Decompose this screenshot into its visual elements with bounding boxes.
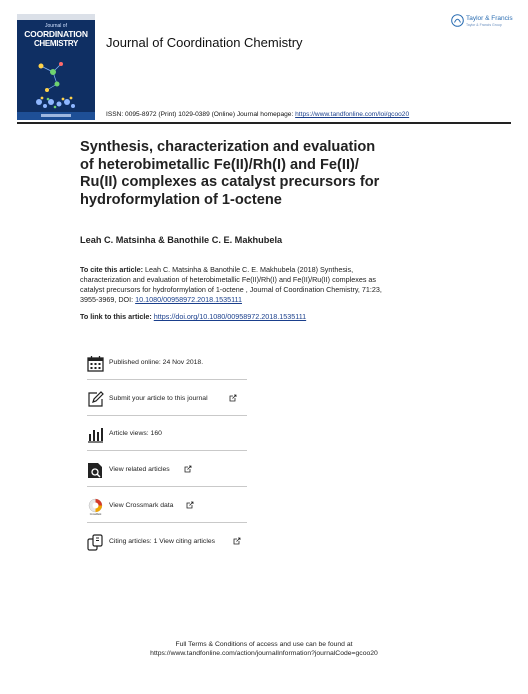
citing-articles-icon: [87, 534, 104, 551]
published-online-label: Published online: 24 Nov 2018.: [109, 359, 204, 366]
submit-article-label: Submit your article to this journal: [109, 395, 208, 402]
divider: [87, 379, 247, 380]
footer-text: Full Terms & Conditions of access and use can be found at: [175, 641, 353, 648]
crossmark-icon: [87, 498, 104, 515]
journal-title[interactable]: Journal of Coordination Chemistry: [106, 35, 303, 50]
article-title-line: Ru(II) complexes as catalyst precursors for: [80, 174, 380, 190]
citation-text: Leah C. Matsinha & Banothile C. E. Makhubela (2018) Synthesis,: [144, 265, 354, 274]
article-views-label: Article views: 160: [109, 430, 162, 437]
article-title-line: of heterobimetallic Fe(II)/Rh(I) and Fe(II)/: [80, 156, 359, 173]
divider: [87, 415, 247, 416]
article-title-line: Synthesis, characterization and evaluation: [80, 139, 376, 155]
issn-text: ISSN: 0095-8972 (Print) 1029-0389 (Online) Journal homepage:: [106, 111, 296, 118]
crossmark-label: View Crossmark data: [109, 502, 174, 509]
article-title: [80, 139, 460, 209]
calendar-icon: [87, 355, 104, 372]
article-url-link[interactable]: https://doi.org/10.1080/00958972.2018.1535111: [153, 312, 307, 321]
citation-text: 3955-3969, DOI:: [80, 295, 136, 304]
cover-bottom-strip: [17, 112, 95, 120]
doi-link[interactable]: 10.1080/00958972.2018.1535111: [135, 295, 242, 304]
taylor-francis-logo-icon: [451, 14, 464, 27]
footer: [0, 640, 528, 658]
external-link-icon: [184, 465, 192, 473]
publisher-brand: Taylor & Francis: [466, 15, 513, 22]
citing-articles-row[interactable]: [87, 533, 292, 559]
citation-text: characterization and evaluation of heterobimetallic Fe(II)/Rh(I) and Fe(II)/Ru(II) complexes as: [80, 275, 377, 284]
divider: [87, 522, 247, 523]
citing-articles-label: Citing articles: 1 View citing articles: [109, 538, 216, 545]
citation-label: To cite this article:: [80, 265, 145, 274]
related-articles-row[interactable]: [87, 461, 292, 487]
divider: [87, 450, 247, 451]
submit-article-row[interactable]: [87, 390, 292, 416]
citation-text: catalyst precursors for hydroformylation of 1-octene , Journal of Coordination Chemistry, 71:23,: [80, 285, 382, 294]
link-label: To link to this article:: [80, 312, 154, 321]
cover-series: Journal of: [45, 23, 67, 29]
related-articles-label: View related articles: [109, 466, 170, 473]
divider: [87, 486, 247, 487]
article-views-row: [87, 425, 292, 451]
link-to-article: [80, 312, 306, 321]
issn-line: [106, 111, 409, 118]
article-authors: Leah C. Matsinha & Banothile C. E. Makhubela: [80, 235, 283, 245]
molecule-illustration: [17, 50, 95, 112]
external-link-icon: [229, 394, 237, 402]
crossmark-row[interactable]: [87, 497, 292, 523]
article-title-line: hydroformylation of 1-octene: [80, 191, 282, 208]
related-articles-icon: [87, 462, 104, 479]
footer-terms-link[interactable]: https://www.tandfonline.com/action/journalInformation?journalCode=gcoo20: [150, 650, 378, 657]
citation-block: [80, 265, 460, 305]
external-link-icon: [186, 501, 194, 509]
bar-chart-icon: [87, 426, 104, 443]
cover-title-line-2: CHEMISTRY: [33, 39, 79, 48]
taylor-francis-logo[interactable]: [448, 13, 518, 37]
cover-title-line-1: COORDINATION: [24, 29, 88, 39]
external-link-icon: [233, 537, 241, 545]
cover-top-strip: [17, 14, 95, 20]
published-online-row: [87, 354, 292, 380]
journal-homepage-link[interactable]: https://www.tandfonline.com/loi/gcoo20: [295, 111, 410, 118]
crossmark-caption: CrossMark: [89, 512, 102, 515]
journal-cover-image: [17, 14, 95, 120]
edit-icon: [87, 391, 104, 408]
publisher-sub: Taylor & Francis Group: [466, 23, 502, 27]
header-divider: [17, 122, 511, 124]
